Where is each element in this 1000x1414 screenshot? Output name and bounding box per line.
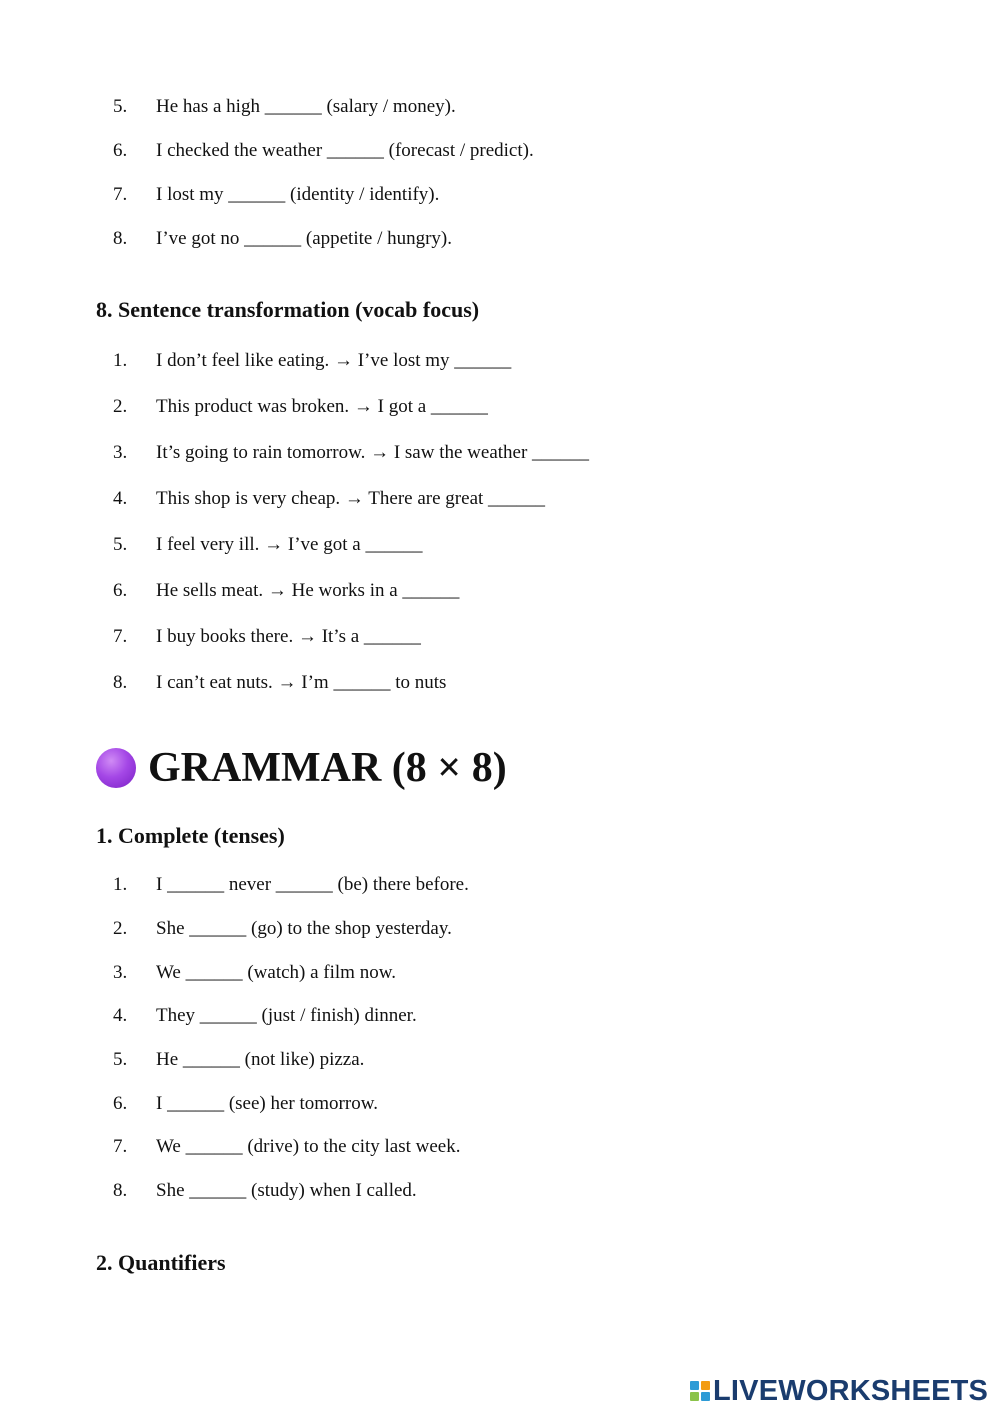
item-text: I buy books there. → It’s a ______	[156, 626, 421, 647]
grammar-title: GRAMMAR (8 × 8)	[148, 745, 507, 791]
item-text: He sells meat. → He works in a ______	[156, 580, 460, 601]
section-heading-tenses: 1. Complete (tenses)	[96, 823, 285, 848]
item-number: 5.	[113, 96, 128, 117]
item-text: I ______ (see) her tomorrow.	[156, 1093, 378, 1114]
purple-circle-icon	[96, 748, 136, 788]
item-number: 7.	[113, 184, 128, 205]
item-number: 3.	[113, 962, 128, 983]
item-number: 4.	[113, 1005, 128, 1026]
item-number: 5.	[113, 534, 128, 555]
item-number: 6.	[113, 140, 128, 161]
item-number: 2.	[113, 918, 128, 939]
item-text: I don’t feel like eating. → I’ve lost my ______	[156, 350, 512, 371]
item-text: I checked the weather ______ (forecast / predict).	[156, 140, 534, 161]
liveworksheets-logo-icon	[690, 1381, 710, 1401]
item-text: I can’t eat nuts. → I’m ______ to nuts	[156, 672, 447, 693]
item-number: 5.	[113, 1049, 128, 1070]
item-text: I ______ never ______ (be) there before.	[156, 874, 469, 895]
item-number: 8.	[113, 1180, 128, 1201]
item-number: 4.	[113, 488, 128, 509]
item-number: 7.	[113, 1136, 128, 1157]
item-text: She ______ (study) when I called.	[156, 1180, 417, 1201]
item-text: He has a high ______ (salary / money).	[156, 96, 456, 117]
item-number: 3.	[113, 442, 128, 463]
item-text: I’ve got no ______ (appetite / hungry).	[156, 228, 453, 249]
section-heading-quantifiers: 2. Quantifiers	[96, 1250, 226, 1275]
logo-text: LIVEWORKSHEETS	[713, 1375, 989, 1407]
item-text: I feel very ill. → I’ve got a ______	[156, 534, 423, 555]
item-text: This product was broken. → I got a ______	[156, 396, 488, 417]
item-text: She ______ (go) to the shop yesterday.	[156, 918, 452, 939]
item-text: He ______ (not like) pizza.	[156, 1049, 365, 1070]
item-number: 8.	[113, 228, 128, 249]
item-number: 7.	[113, 626, 128, 647]
item-number: 6.	[113, 580, 128, 601]
section-heading-transformation: 8. Sentence transformation (vocab focus)	[96, 297, 480, 322]
item-number: 8.	[113, 672, 128, 693]
item-text: We ______ (watch) a film now.	[156, 962, 396, 983]
item-number: 1.	[113, 874, 128, 895]
item-text: This shop is very cheap. → There are great ______	[156, 488, 546, 509]
item-text: They ______ (just / finish) dinner.	[156, 1005, 417, 1026]
item-text: We ______ (drive) to the city last week.	[156, 1136, 461, 1157]
item-number: 1.	[113, 350, 128, 371]
item-number: 2.	[113, 396, 128, 417]
grammar-heading	[96, 740, 507, 796]
item-text: I lost my ______ (identity / identify).	[156, 184, 440, 205]
liveworksheets-logo[interactable]	[690, 1374, 988, 1408]
item-text: It’s going to rain tomorrow. → I saw the weather ______	[156, 442, 590, 463]
item-number: 6.	[113, 1093, 128, 1114]
